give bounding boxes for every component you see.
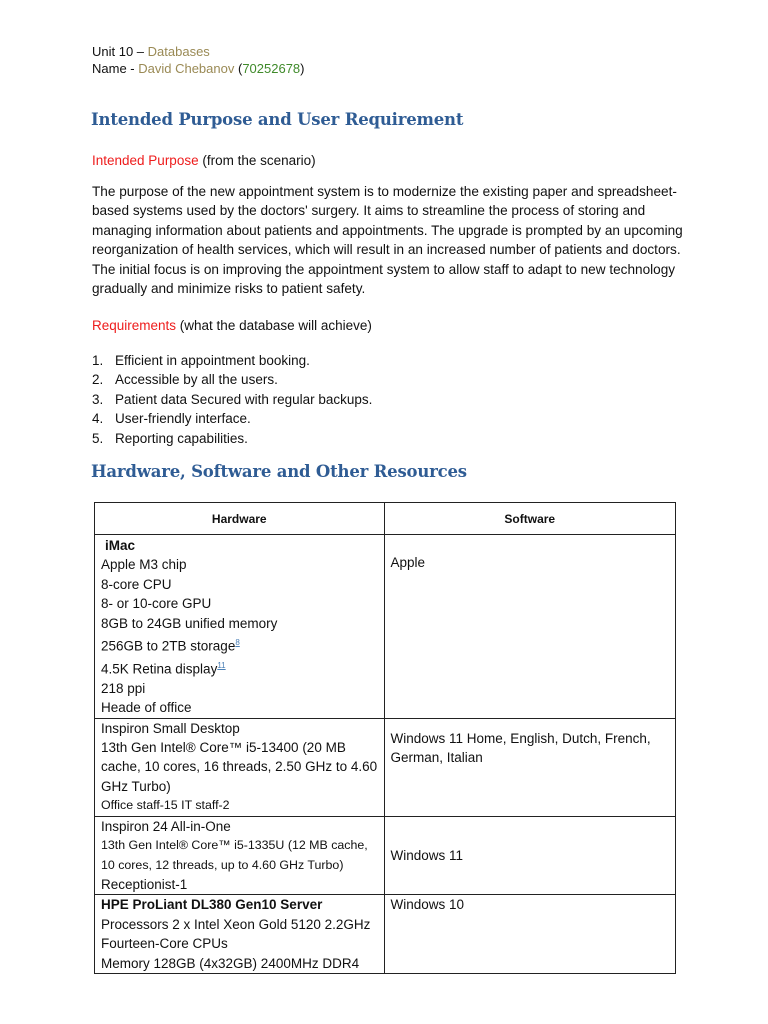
list-item: 1. Efficient in appointment booking. (92, 353, 310, 368)
requirements-label-line (92, 318, 372, 333)
student-id: 70252678 (242, 61, 301, 76)
section-title-resources: Hardware, Software and Other Resources (91, 462, 467, 481)
list-item: 4. User-friendly interface. (92, 411, 251, 427)
software-cell: Windows 11 Home, English, Dutch, French, German, Italian (384, 718, 675, 816)
list-item: 5. Reporting capabilities. (92, 430, 248, 446)
table-row (95, 895, 676, 974)
software-cell: Windows 10 (384, 895, 675, 974)
requirements-note: (what the database will achieve) (176, 318, 372, 333)
doc-header-name (92, 60, 305, 77)
section-title-purpose: Intended Purpose and User Requirement (91, 110, 464, 129)
table-row (95, 816, 676, 895)
footnote-link[interactable]: 8 (235, 638, 240, 648)
software-cell: Apple (384, 535, 675, 719)
id-close: ) (300, 61, 305, 76)
hardware-cell: HPE ProLiant DL380 Gen10 Server Processors 2 x Intel Xeon Gold 5120 2.2GHz Fourteen-Core CPUs Memory 128GB (4x32GB) 2400MHz DDR4 (95, 895, 385, 974)
unit-name: Databases (147, 44, 210, 59)
requirements-list (92, 351, 372, 448)
software-cell: Windows 11 (384, 816, 675, 895)
header-hardware: Hardware (95, 503, 385, 535)
hardware-cell: iMac Apple M3 chip 8-core CPU 8- or 10-core GPU 8GB to 24GB unified memory 256GB to 2TB storage$^8$ 4.5K Retina display$^{11}$ 218 ppi Heade of office (95, 535, 385, 719)
list-item: 3. Patient data Secured with regular backups. (92, 391, 373, 407)
purpose-note: (from the scenario) (198, 153, 316, 168)
table-header-row (95, 503, 676, 535)
resources-table (94, 502, 676, 974)
doc-header-unit (92, 43, 210, 60)
student-name: David Chebanov (138, 61, 235, 76)
table-row (95, 535, 676, 719)
table-row (95, 718, 676, 816)
id-open: ( (234, 61, 243, 76)
hardware-cell: Inspiron Small Desktop 13th Gen Intel® Core™ i5-13400 (20 MB cache, 10 cores, 16 threads, 2.50 GHz to 4.60 GHz Turbo) Office staff-15 IT staff-2 (95, 718, 385, 816)
header-software: Software (384, 503, 675, 535)
requirements-label: Requirements (92, 318, 177, 333)
purpose-label-line (92, 153, 316, 168)
purpose-label: Intended Purpose (92, 153, 199, 168)
footnote-link[interactable]: 11 (217, 660, 226, 670)
name-prefix: Name - (92, 61, 139, 76)
list-item: 2. Accessible by all the users. (92, 372, 278, 388)
unit-prefix: Unit 10 – (92, 44, 148, 59)
purpose-paragraph: The purpose of the new appointment system is to modernize the existing paper and spreadsheet-based systems used by the doctors' surgery. It aims to streamline the process of storing and managing information about patients and appointments. The upgrade is prompted by an upcoming reorganization of health services, which will result in an increased number of patients and doctors. The initial focus is on improving the appointment system to allow staff to adapt to new technology gradually and minimize risks to patient safety. (92, 184, 683, 297)
hardware-cell: Inspiron 24 All-in-One 13th Gen Intel® Core™ i5-1335U (12 MB cache, 10 cores, 12 threads, up to 4.60 GHz Turbo) Receptionist-1 (95, 816, 385, 895)
